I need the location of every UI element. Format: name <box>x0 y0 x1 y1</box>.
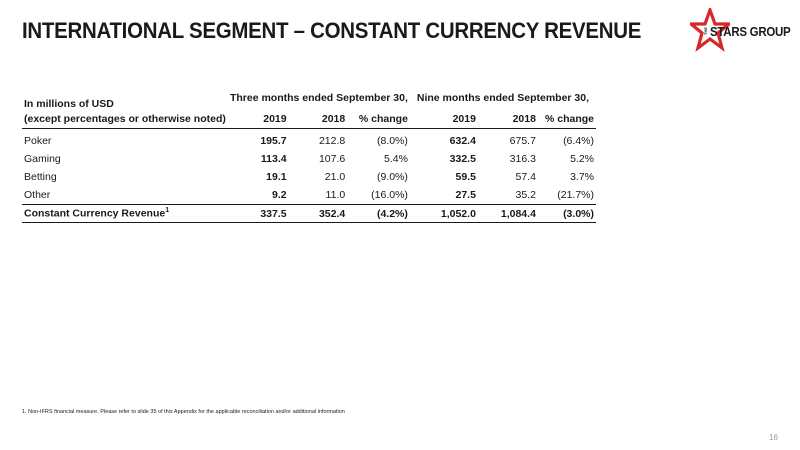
cell-q2019: 113.4 <box>260 153 287 165</box>
row-label: Gaming <box>24 153 61 165</box>
cell-q2019: 19.1 <box>266 171 287 183</box>
table-total-row <box>22 205 596 223</box>
unit-label-line1: In millions of USD <box>24 98 114 110</box>
cell-n2019: 59.5 <box>455 171 476 183</box>
cell-nchange: (21.7%) <box>557 189 594 201</box>
cell-nchange: 3.7% <box>570 171 594 183</box>
cell-qchange: (9.0%) <box>376 171 408 183</box>
cell-q2018: 21.0 <box>324 171 346 183</box>
cell-n2018: 35.2 <box>515 189 536 201</box>
cell-n2019: 332.5 <box>449 153 476 165</box>
stars-group-logo <box>690 8 790 54</box>
footnote-marker: 1 <box>165 207 170 215</box>
cell-qchange: 5.4% <box>383 153 408 165</box>
footnote: 1. Non-IFRS financial measure. Please refer to slide 35 of this Appendix for the applicable reconciliation and/or additional information <box>22 409 345 415</box>
group-three-months: Three months ended September 30, <box>229 92 408 104</box>
col-header-q2018: 2018 <box>289 110 348 129</box>
cell-qchange: (16.0%) <box>371 189 408 201</box>
col-header-n2019: 2019 <box>410 110 478 129</box>
row-label: Betting <box>24 171 57 183</box>
table-row <box>22 150 596 168</box>
cell-q2018: 11.0 <box>325 189 346 201</box>
cell-n2018: 675.7 <box>509 135 536 147</box>
table-row <box>22 129 596 151</box>
total-q2019: 337.5 <box>228 205 289 223</box>
table-row <box>22 168 596 186</box>
page-number: 16 <box>769 433 778 442</box>
cell-n2018: 57.4 <box>515 171 536 183</box>
total-q2018: 352.4 <box>289 205 348 223</box>
cell-q2019: 195.7 <box>260 135 287 147</box>
row-label: Poker <box>24 135 52 147</box>
cell-q2019: 9.2 <box>271 189 287 201</box>
cell-qchange: (8.0%) <box>376 135 408 147</box>
slide-title: INTERNATIONAL SEGMENT – CONSTANT CURRENCY REVENUE <box>22 18 642 43</box>
cell-q2018: 107.6 <box>318 153 346 165</box>
total-n2019: 1,052.0 <box>410 205 478 223</box>
col-header-n2018: 2018 <box>478 110 538 129</box>
total-nchange: (3.0%) <box>538 205 596 223</box>
cell-n2018: 316.3 <box>509 153 536 165</box>
cell-nchange: 5.2% <box>570 153 594 165</box>
revenue-table <box>22 92 596 223</box>
total-qchange: (4.2%) <box>347 205 410 223</box>
logo-the-text: THE <box>703 27 708 35</box>
unit-label-line2: (except percentages or otherwise noted) <box>22 110 228 129</box>
cell-q2018: 212.8 <box>318 135 346 147</box>
total-label-text: Constant Currency Revenue <box>24 207 166 220</box>
table-row <box>22 186 596 205</box>
cell-nchange: (6.4%) <box>563 135 594 147</box>
col-header-qchange: % change <box>347 110 410 129</box>
total-label <box>22 205 228 223</box>
total-n2018: 1,084.4 <box>478 205 538 223</box>
table-column-header-row <box>22 110 596 129</box>
group-nine-months: Nine months ended September 30, <box>416 92 590 104</box>
cell-n2019: 27.5 <box>455 189 476 201</box>
table-group-header-row <box>22 92 596 110</box>
col-header-q2019: 2019 <box>228 110 289 129</box>
row-label: Other <box>24 189 51 201</box>
logo-name-text: STARS GROUP <box>710 25 791 39</box>
col-header-nchange: % change <box>538 110 596 129</box>
cell-n2019: 632.4 <box>449 135 476 147</box>
